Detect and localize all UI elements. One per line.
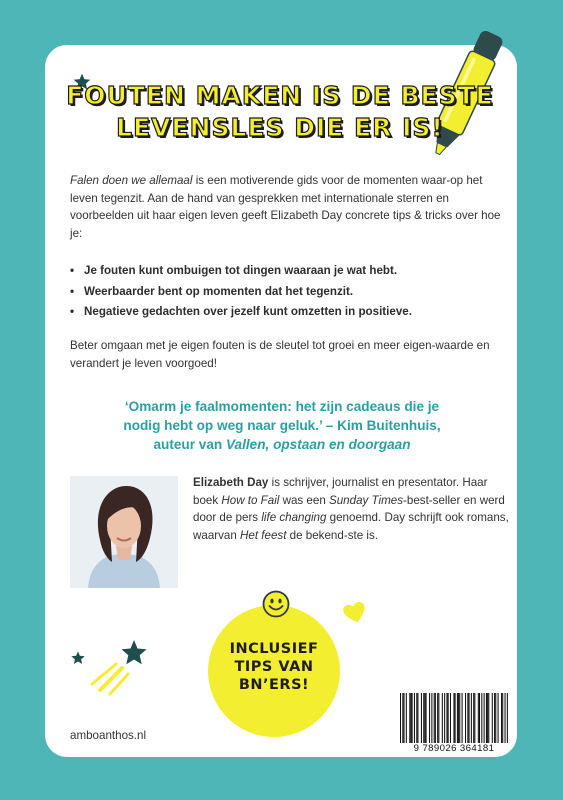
headline	[60, 80, 500, 144]
badge-text	[208, 640, 340, 694]
bio-phrase: life changing	[261, 511, 327, 524]
quote-line-2: nodig hebt op weg naar geluk.’ – Kim Buitenhuis,	[123, 418, 441, 433]
intro-title: Falen doen we allemaal	[70, 174, 193, 187]
barcode-bar	[442, 693, 443, 743]
barcode-bar	[478, 693, 479, 743]
barcode-bar	[400, 693, 401, 743]
quote-line-3	[60, 435, 504, 454]
outro-paragraph: Beter omgaan met je eigen fouten is de sleutel tot groei en meer eigen-waarde en verandert je leven voorgoed!	[70, 339, 490, 370]
barcode-bar	[431, 693, 432, 743]
quote-author-prefix: auteur van	[153, 437, 226, 452]
barcode-bar	[416, 693, 417, 743]
quote-line-1: ‘Omarm je faalmomenten: het zijn cadeaus die je	[124, 399, 440, 414]
bio-text: genoemd. Day schrijft ook romans, waarvan	[193, 511, 509, 542]
barcode-bar	[455, 693, 456, 743]
shooting-star-icon	[86, 638, 156, 706]
list-item: • Weerbaarder bent op momenten dat het tegenzit.	[70, 283, 502, 301]
barcode-bar	[505, 693, 506, 743]
barcode-bar	[403, 693, 404, 743]
author-portrait-illustration	[70, 476, 178, 588]
barcode-bar	[414, 693, 415, 743]
smiley-icon	[262, 590, 290, 618]
barcode-bar	[458, 693, 459, 743]
barcode-bar	[481, 693, 482, 743]
tips-list	[70, 262, 502, 324]
barcode-bar	[462, 693, 463, 743]
headline-line-1: FOUTEN MAKEN IS DE BESTE	[66, 81, 494, 110]
intro-paragraph	[70, 172, 502, 242]
barcode-bar	[501, 693, 502, 743]
barcode-bar	[437, 693, 438, 743]
barcode-bar	[459, 693, 460, 743]
barcode-bar	[417, 693, 418, 743]
barcode-bar	[444, 693, 445, 743]
bio-text: de bekend-ste is.	[286, 528, 378, 542]
intro-text: is een motiverende gids voor de momenten waar-op het leven tegenzit. Aan de hand van gesprekken met internationale sterren en voorbeelden uit haar eigen leven geeft Elizabeth Day concrete tips & tricks over hoe je:	[70, 174, 501, 240]
author-bio	[193, 474, 509, 544]
barcode-bar	[471, 693, 472, 743]
isbn-barcode	[400, 693, 508, 748]
barcode-bar	[474, 693, 475, 743]
barcode-bar	[498, 693, 499, 743]
barcode-bar	[492, 693, 493, 743]
barcode-bar	[429, 693, 430, 743]
barcode-bar	[424, 693, 425, 743]
barcode-bar	[448, 693, 449, 743]
list-item: • Negatieve gedachten over jezelf kunt omzetten in positieve.	[70, 303, 502, 321]
barcode-bar	[457, 693, 458, 743]
star-icon	[70, 650, 86, 666]
bio-text: was een	[279, 493, 329, 507]
bio-newspaper: Sunday Times	[329, 493, 404, 507]
barcode-bar	[434, 693, 435, 743]
isbn-number: 9 789026 364181	[413, 743, 495, 754]
barcode-bar	[507, 693, 508, 743]
barcode-bar	[502, 693, 503, 743]
barcode-bar	[435, 693, 436, 743]
bio-book-title: How to Fail	[221, 493, 280, 507]
barcode-bar	[473, 693, 474, 743]
list-item: • Je fouten kunt ombuigen tot dingen waaraan je wat hebt.	[70, 262, 502, 280]
headline-line-2: LEVENSLES DIE ER IS!	[116, 113, 444, 142]
barcode-bar	[450, 693, 451, 743]
barcode-bar	[402, 693, 403, 743]
bio-text: is schrijver, journalist en presentator. Haar boek	[193, 476, 488, 507]
barcode-bar	[423, 693, 424, 743]
barcode-bar	[446, 693, 447, 743]
quote-book-title: Vallen, opstaan en doorgaan	[225, 437, 411, 452]
author-photo	[70, 476, 178, 588]
barcode-bar	[426, 693, 427, 743]
barcode-bar	[412, 693, 413, 743]
barcode-bar	[409, 693, 410, 743]
barcode-bar	[487, 693, 488, 743]
barcode-bar	[479, 693, 480, 743]
publisher-website: amboanthos.nl	[70, 729, 147, 742]
bio-book-title: Het feest	[240, 528, 287, 542]
barcode-bar	[467, 693, 468, 743]
badge-line-2: TIPS VAN	[234, 659, 314, 675]
barcode-bar	[453, 693, 454, 743]
barcode-bar	[495, 693, 496, 743]
barcode-bar	[484, 693, 485, 743]
barcode-bar	[421, 693, 422, 743]
barcode-bar	[494, 693, 495, 743]
endorsement-quote	[60, 397, 504, 454]
barcode-bar	[465, 693, 466, 743]
badge-line-3: BN’ERS!	[238, 677, 310, 693]
barcode-bar	[469, 693, 470, 743]
barcode-bar	[488, 693, 489, 743]
author-name: Elizabeth Day	[193, 476, 269, 489]
badge-line-1: INCLUSIEF	[229, 641, 319, 657]
heart-icon	[342, 600, 368, 626]
barcode-bar	[410, 693, 411, 743]
barcode-bar	[406, 693, 407, 743]
barcode-bar	[486, 693, 487, 743]
barcode-bar	[438, 693, 439, 743]
bio-text: -best-seller en werd door de pers	[193, 493, 505, 524]
